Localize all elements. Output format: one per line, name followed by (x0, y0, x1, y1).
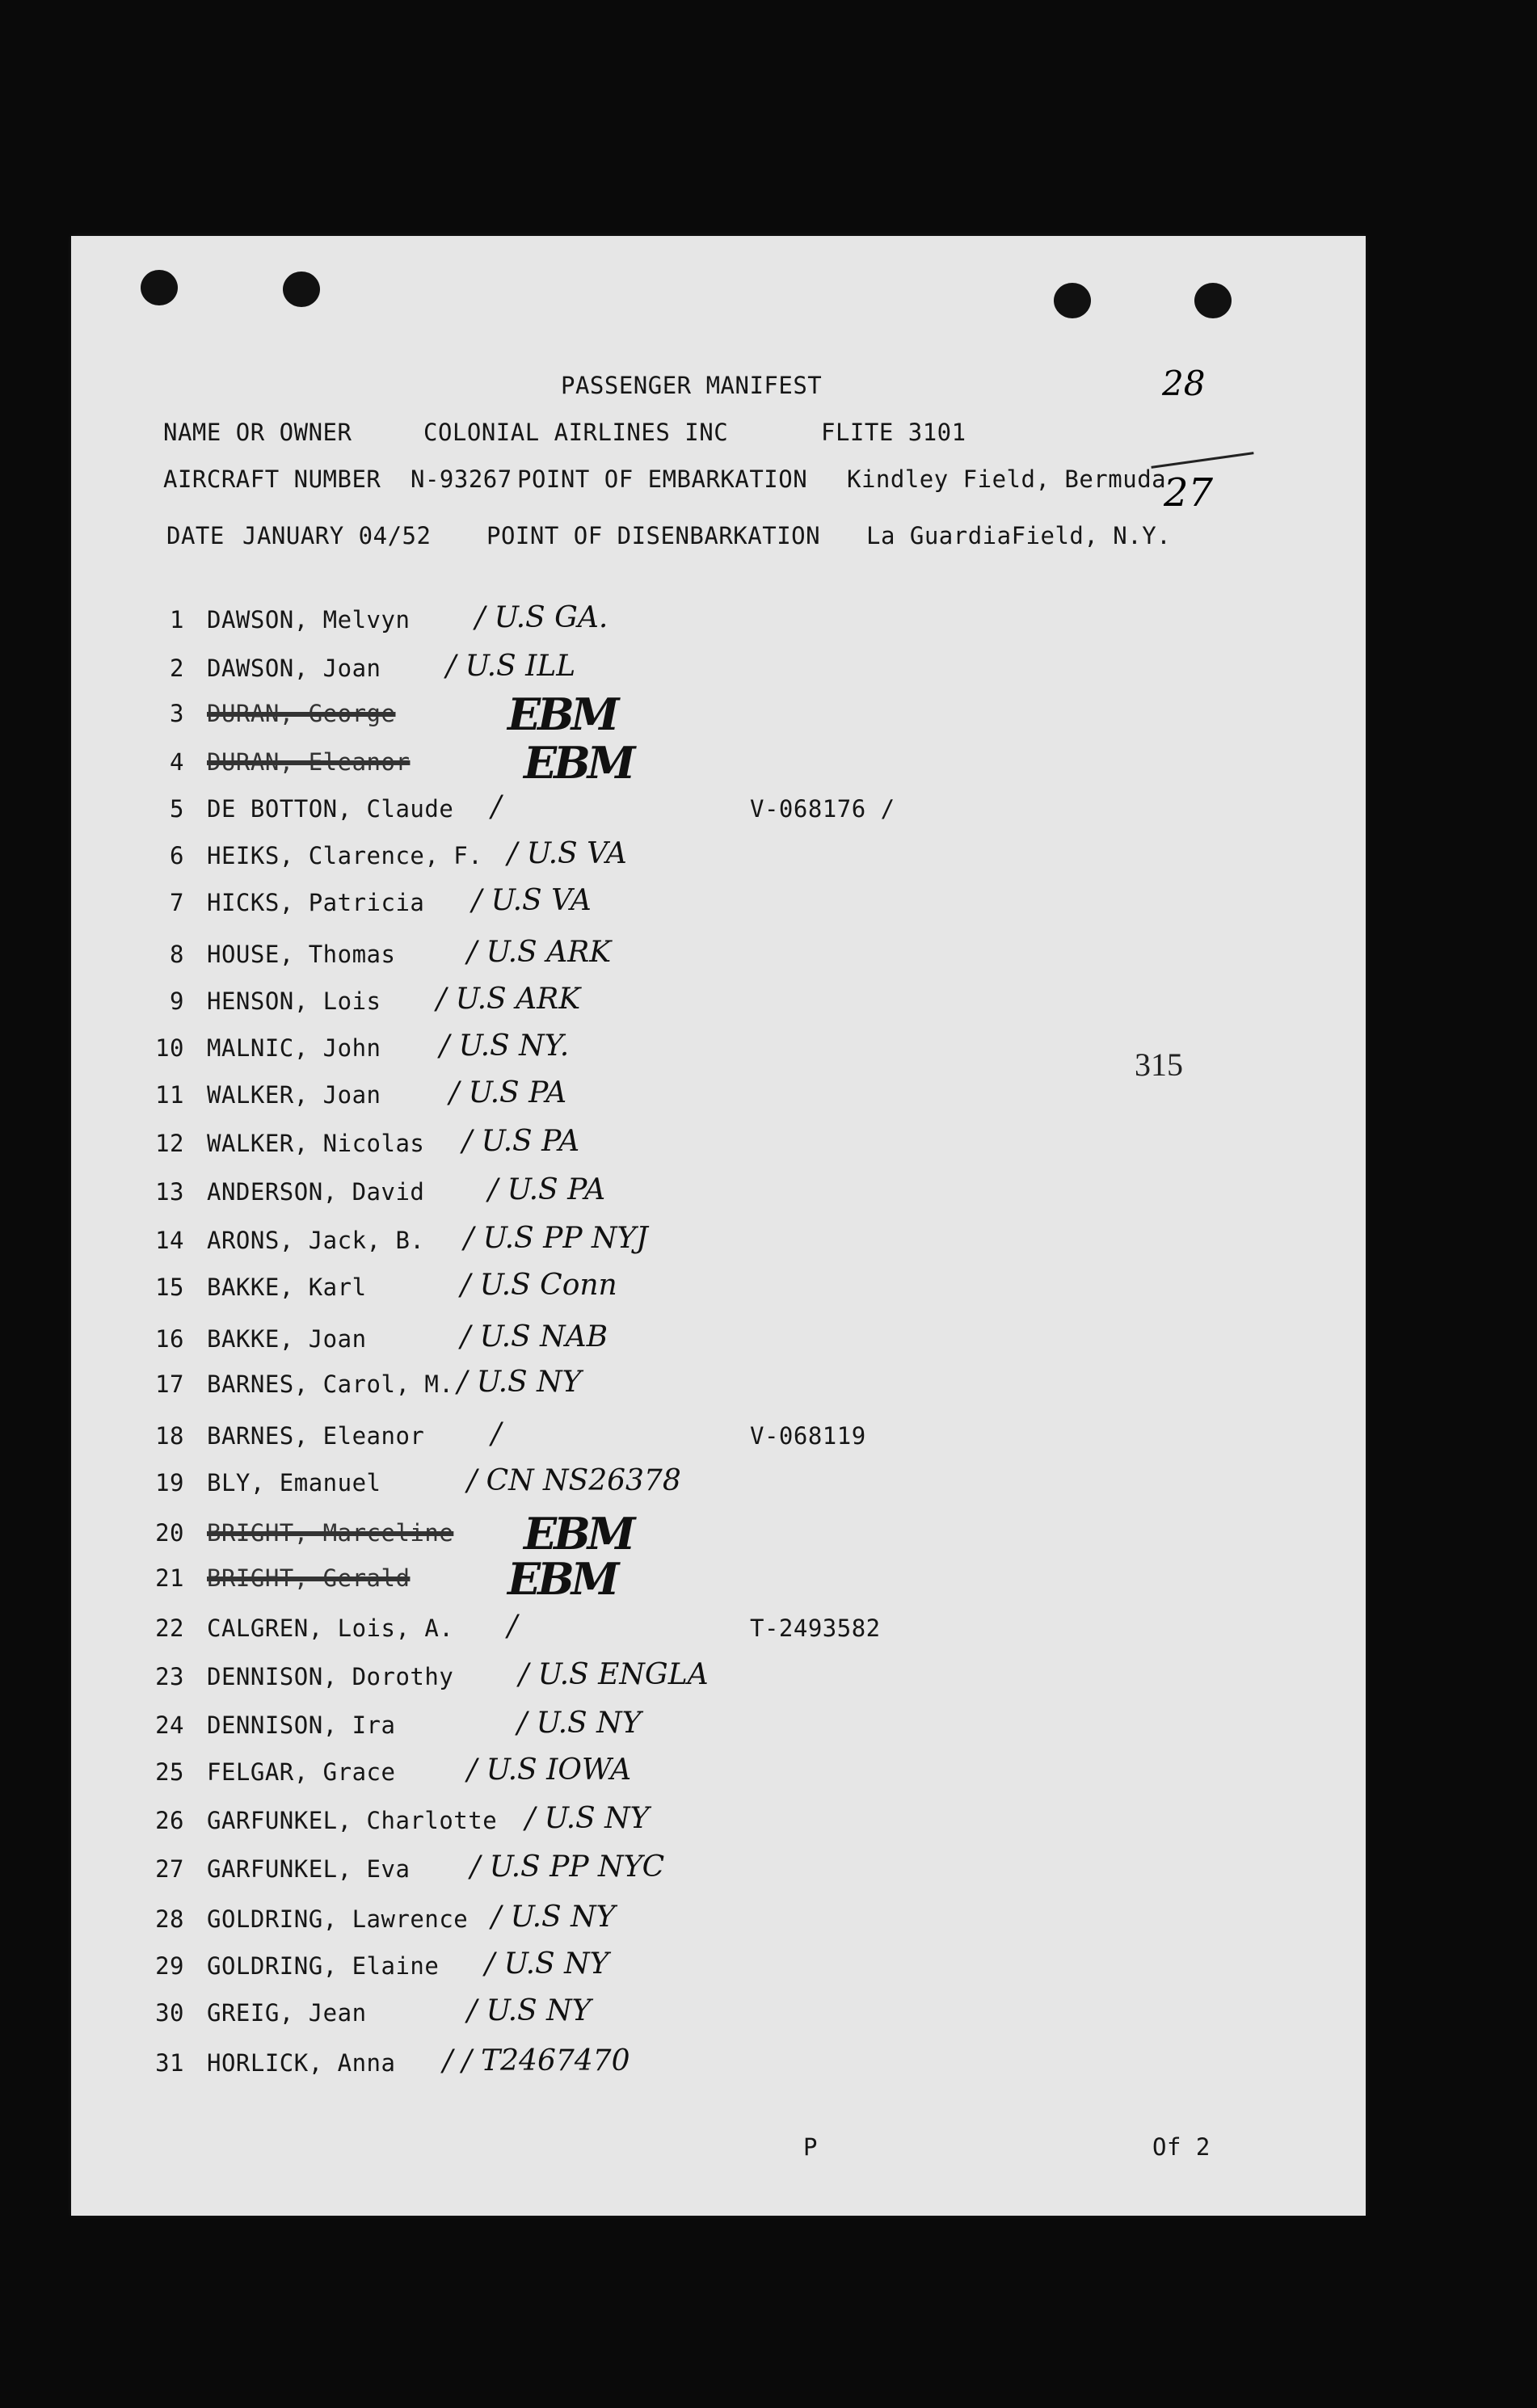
document-number: T-2493582 (750, 1614, 881, 1642)
punch-hole (1194, 283, 1232, 318)
passenger-name: BRIGHT, Gerald (207, 1564, 411, 1592)
passenger-number: 25 (155, 1758, 184, 1786)
manifest-page (71, 236, 1366, 2216)
passenger-row (71, 737, 1366, 792)
footer-page: P (803, 2133, 818, 2161)
punch-hole (283, 272, 320, 307)
handwritten-note: / U.S Conn (461, 1269, 617, 1302)
handwritten-note: / (507, 1610, 518, 1643)
handwritten-note: / U.S NY (491, 1901, 616, 1934)
passenger-name: WALKER, Joan (207, 1081, 381, 1109)
passenger-name: DURAN, Eleanor (207, 748, 411, 776)
passenger-row (71, 1366, 1366, 1414)
passenger-row (71, 650, 1366, 698)
passenger-row (71, 1994, 1366, 2043)
passenger-row (71, 1417, 1366, 1466)
handwritten-note: / (491, 790, 502, 823)
passenger-number: 17 (155, 1370, 184, 1398)
passenger-name: BARNES, Carol, M. (207, 1370, 454, 1398)
passenger-number: 8 (170, 941, 184, 968)
passenger-row (71, 1076, 1366, 1125)
handwritten-initials: EBM (507, 1553, 617, 1605)
handwritten-note: / U.S VA (472, 884, 592, 917)
passenger-number: 2 (170, 655, 184, 682)
passenger-number: 29 (155, 1952, 184, 1980)
passenger-name: GOLDRING, Lawrence (207, 1905, 469, 1933)
passenger-number: 10 (155, 1034, 184, 1062)
passenger-number: 19 (155, 1469, 184, 1497)
passenger-row (71, 1173, 1366, 1222)
passenger-number: 4 (170, 748, 184, 776)
passenger-number: 14 (155, 1227, 184, 1254)
passenger-number: 30 (155, 1999, 184, 2027)
passenger-name: ANDERSON, David (207, 1178, 425, 1206)
passenger-row (71, 688, 1366, 743)
handwritten-note: / U.S PP NYC (470, 1850, 665, 1884)
passenger-name: DENNISON, Dorothy (207, 1663, 454, 1690)
page-number-rule (1151, 452, 1253, 469)
punch-hole (1054, 283, 1091, 318)
disembarkation-label: POINT OF DISENBARKATION (486, 522, 821, 549)
disembarkation-value: La GuardiaField, N.Y. (866, 522, 1172, 549)
passenger-number: 7 (170, 889, 184, 916)
owner-value: COLONIAL AIRLINES INC (423, 419, 729, 446)
passenger-row (71, 1947, 1366, 1996)
passenger-number: 26 (155, 1807, 184, 1834)
passenger-number: 28 (155, 1905, 184, 1933)
passenger-name: BAKKE, Karl (207, 1273, 367, 1301)
passenger-row (71, 1658, 1366, 1707)
passenger-name: WALKER, Nicolas (207, 1130, 425, 1157)
handwritten-initials: EBM (524, 737, 633, 789)
reference-number: 315 (1135, 1046, 1183, 1083)
date-label: DATE (166, 522, 225, 549)
passenger-name: CALGREN, Lois, A. (207, 1614, 454, 1642)
passenger-name: DAWSON, Joan (207, 655, 381, 682)
passenger-row (71, 1125, 1366, 1173)
passenger-row (71, 1901, 1366, 1949)
handwritten-initials: EBM (524, 1508, 633, 1560)
passenger-number: 1 (170, 606, 184, 634)
handwritten-note: / U.S PA (462, 1125, 580, 1158)
passenger-row (71, 1269, 1366, 1317)
handwritten-note: / U.S PA (449, 1076, 567, 1109)
passenger-number: 3 (170, 700, 184, 727)
passenger-number: 5 (170, 795, 184, 823)
passenger-name: MALNIC, John (207, 1034, 381, 1062)
passenger-number: 13 (155, 1178, 184, 1206)
passenger-name: DENNISON, Ira (207, 1711, 396, 1739)
passenger-name: HICKS, Patricia (207, 889, 425, 916)
handwritten-note: / (491, 1417, 502, 1450)
handwritten-note: / U.S VA (507, 837, 627, 870)
footer-of: Of 2 (1152, 2133, 1211, 2161)
passenger-row (71, 1553, 1366, 1608)
date-value: JANUARY 04/52 (242, 522, 432, 549)
passenger-name: BLY, Emanuel (207, 1469, 381, 1497)
passenger-row (71, 1464, 1366, 1513)
handwritten-note: / U.S ARK (467, 936, 612, 969)
passenger-row (71, 936, 1366, 984)
passenger-number: 18 (155, 1422, 184, 1450)
handwritten-note: / U.S GA. (475, 601, 608, 634)
passenger-number: 16 (155, 1325, 184, 1353)
handwritten-note: / U.S NY (525, 1802, 650, 1835)
passenger-row (71, 790, 1366, 839)
handwritten-note: / U.S IOWA (467, 1753, 632, 1787)
passenger-number: 23 (155, 1663, 184, 1690)
passenger-number: 15 (155, 1273, 184, 1301)
handwritten-note: / U.S NY (485, 1947, 609, 1981)
passenger-name: BAKKE, Joan (207, 1325, 367, 1353)
passenger-row (71, 1508, 1366, 1563)
passenger-row (71, 1850, 1366, 1899)
handwritten-note: / U.S NY (517, 1707, 642, 1740)
passenger-number: 12 (155, 1130, 184, 1157)
handwritten-initials: EBM (507, 688, 617, 740)
handwritten-note: / U.S ARK (436, 983, 581, 1016)
passenger-row (71, 1707, 1366, 1755)
aircraft-value: N-93267 (411, 465, 512, 493)
punch-hole (141, 270, 178, 305)
manifest-title: PASSENGER MANIFEST (561, 372, 823, 399)
passenger-row (71, 1753, 1366, 1802)
passenger-row (71, 1802, 1366, 1850)
passenger-number: 31 (155, 2049, 184, 2077)
handwritten-note: / U.S NAB (461, 1320, 608, 1353)
passenger-row (71, 884, 1366, 932)
handwritten-note: / U.S PP NYJ (464, 1222, 648, 1255)
passenger-name: BRIGHT, Marceline (207, 1519, 454, 1547)
passenger-row (71, 1610, 1366, 1658)
passenger-number: 6 (170, 842, 184, 869)
passenger-number: 24 (155, 1711, 184, 1739)
passenger-name: FELGAR, Grace (207, 1758, 396, 1786)
handwritten-note: / U.S ILL (446, 650, 576, 683)
handwritten-note: / U.S PA (488, 1173, 606, 1206)
flight-number: FLITE 3101 (821, 419, 966, 446)
passenger-number: 20 (155, 1519, 184, 1547)
passenger-name: DE BOTTON, Claude (207, 795, 454, 823)
handwritten-note: / U.S NY (457, 1366, 582, 1399)
passenger-name: DURAN, George (207, 700, 396, 727)
page-number-top: 28 (1162, 364, 1206, 403)
passenger-row (71, 601, 1366, 650)
passenger-number: 21 (155, 1564, 184, 1592)
handwritten-note: / / T2467470 (443, 2044, 630, 2078)
passenger-number: 11 (155, 1081, 184, 1109)
passenger-name: BARNES, Eleanor (207, 1422, 425, 1450)
passenger-name: GARFUNKEL, Charlotte (207, 1807, 498, 1834)
passenger-number: 9 (170, 987, 184, 1015)
document-number: V-068119 (750, 1422, 866, 1450)
handwritten-note: / U.S NY. (440, 1029, 570, 1063)
embarkation-value: Kindley Field, Bermuda (847, 465, 1167, 493)
passenger-name: GREIG, Jean (207, 1999, 367, 2027)
passenger-name: HEIKS, Clarence, F. (207, 842, 483, 869)
embarkation-label: POINT OF EMBARKATION (517, 465, 808, 493)
passenger-row (71, 1320, 1366, 1369)
passenger-name: HENSON, Lois (207, 987, 381, 1015)
handwritten-note: / U.S ENGLA (519, 1658, 709, 1691)
page-number-bottom: 27 (1164, 470, 1214, 516)
passenger-row (71, 2044, 1366, 2093)
passenger-name: HORLICK, Anna (207, 2049, 396, 2077)
handwritten-note: / U.S NY (467, 1994, 592, 2027)
owner-label: NAME OR OWNER (163, 419, 352, 446)
passenger-name: DAWSON, Melvyn (207, 606, 411, 634)
passenger-row (71, 1222, 1366, 1270)
passenger-row (71, 983, 1366, 1031)
passenger-number: 22 (155, 1614, 184, 1642)
handwritten-note: / CN NS26378 (467, 1464, 681, 1497)
passenger-name: HOUSE, Thomas (207, 941, 396, 968)
document-number: V-068176 / (750, 795, 895, 823)
aircraft-label: AIRCRAFT NUMBER (163, 465, 381, 493)
passenger-name: ARONS, Jack, B. (207, 1227, 425, 1254)
passenger-name: GARFUNKEL, Eva (207, 1855, 411, 1883)
passenger-row (71, 837, 1366, 886)
passenger-number: 27 (155, 1855, 184, 1883)
passenger-name: GOLDRING, Elaine (207, 1952, 440, 1980)
